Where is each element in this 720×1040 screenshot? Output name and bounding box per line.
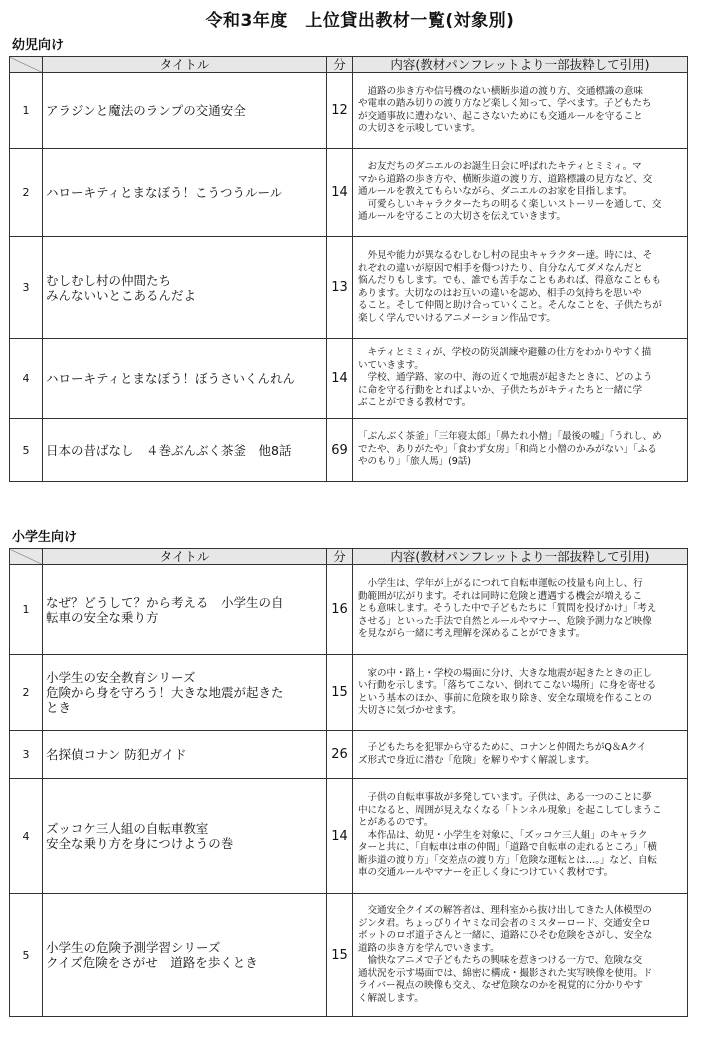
description-line: 子供の自転車事故が多発しています。子供は、ある一つのことに夢	[358, 792, 652, 804]
duration-minutes: 15	[327, 655, 353, 731]
material-title	[43, 419, 327, 482]
description-line: 楽しく学んでいけるアニメーション作品です。	[358, 312, 556, 324]
description-line: キティとミミィが、学校の防災訓練や避難の仕方をわかりやすく描	[358, 347, 652, 359]
material-description	[353, 149, 688, 237]
description-line: れぞれの違いが原因で相手を傷つけたり、自分なんてダメなんだと	[358, 262, 643, 274]
description-line: させる」といった手法で自然とルールやマナー、危険予測力など映像	[358, 615, 652, 627]
table-row	[10, 655, 688, 731]
description-line: 家の中・路上・学校の場面に分け、大きな地震が起きたときの正し	[358, 667, 652, 679]
description-line: い行動を示します。「落ちてこない、倒れてこない場所」に身を寄せる	[358, 680, 657, 691]
infants-table	[9, 56, 688, 482]
material-title	[43, 149, 327, 237]
description-line: 小学生は、学年が上がるにつれて自転車運転の技量も向上し、行	[358, 578, 643, 590]
material-title-line: 危険から身を守ろう！大きな地震が起きた	[46, 685, 284, 700]
material-title-line: むしむし村の仲間たち	[46, 272, 172, 288]
description-line: 「ぶんぶく茶釜」「三年寝太郎」「鼻たれ小僧」「最後の嘘」「うれし、め	[358, 431, 662, 443]
description-line: ズ形式で身近に潜む「危険」を解りやすく解説します。	[358, 754, 595, 766]
description-line: ジンタ君。ちょっぴりイヤミな司会者のミスターロード、交通安全ロ	[358, 917, 651, 929]
description-line: ること。そして仲間と助け合っていくこと。そんなことを、子供たちが	[358, 300, 662, 311]
row-number: 3	[10, 731, 43, 779]
table-header-row	[10, 549, 688, 565]
description-line: 道路の歩き方や信号機のない横断歩道の渡り方、交通標識の意味	[358, 85, 643, 97]
material-title	[43, 655, 327, 731]
title-column-header: タイトル	[43, 57, 327, 73]
description-line: 中になると、周囲が見えなくなる「トンネル現象」を起こしてしまうこ	[358, 804, 662, 816]
description-line: や電車の踏み切りの渡り方など楽しく知って、学べます。子どもたち	[358, 98, 652, 109]
description-line: とも意味します。そうした中で子どもたちに「質問を投げかけ」「考え	[358, 603, 657, 615]
table-row	[10, 894, 688, 1017]
row-number: 2	[10, 149, 43, 237]
description-line: 可愛らしいキャラクターたちの明るく楽しいストーリーを通して、交	[358, 198, 662, 210]
material-description	[353, 779, 688, 894]
table-row	[10, 149, 688, 237]
description-line: 本作品は、幼児・小学生を対象に、「ズッコケ三人組」のキャラク	[358, 829, 648, 841]
table-row	[10, 419, 688, 482]
number-header-cell	[10, 549, 43, 565]
duration-minutes: 13	[327, 237, 353, 339]
row-number: 1	[10, 565, 43, 655]
duration-minutes: 15	[327, 894, 353, 1017]
section-label-infants: 幼児向け	[12, 38, 65, 53]
description-line: でたや、ありがたや」「食わず女房」「和尚と小僧のかみがない」「ふる	[358, 443, 657, 455]
duration-minutes: 14	[327, 339, 353, 419]
row-number: 3	[10, 237, 43, 339]
material-description	[353, 565, 688, 655]
duration-minutes: 16	[327, 565, 353, 655]
material-title-line: 安全な乗り方を身につけようの巻	[46, 836, 234, 851]
material-title-line: クイズ危険をさがせ 道路を歩くとき	[46, 955, 258, 970]
description-line: 動範囲が広がります。それは同時に危険と遭遇する機会が増えるこ	[358, 590, 643, 602]
content-column-header: 内容(教材パンフレットより一部抜粋して引用)	[353, 57, 688, 73]
description-line: ターと共に、「自転車は車の仲間」「道路で自転車の走れるところ」「横	[358, 842, 657, 854]
material-title-line: ズッコケ三人組の自転車教室	[46, 821, 209, 836]
description-line: お友だちのダニエルのお誕生日会に呼ばれたキティとミミィ。マ	[358, 161, 642, 173]
material-title-line: アラジンと魔法のランプの交通安全	[46, 103, 246, 118]
description-line: という基本のほか、事前に危険を取り除き、安全な環境を作ることの	[358, 692, 652, 704]
material-title-line: ハローキティとまなぼう！こうつうルール	[46, 185, 283, 200]
description-line: やのもり」「旅人馬」(9話)	[358, 456, 471, 468]
row-number: 2	[10, 655, 43, 731]
description-line: 通ルールを教えてもらいながら、ダニエルのお家を目指します。	[358, 186, 633, 198]
material-title	[43, 339, 327, 419]
description-line: ボットのロボ道子さんと一緒に、道路にひそむ危険をさがし、安全な	[358, 930, 653, 941]
material-description	[353, 237, 688, 339]
description-line: マから道路の歩き方や、横断歩道の渡り方、道路標識の見方など、交	[358, 173, 653, 185]
minutes-column-header: 分	[327, 549, 353, 565]
duration-minutes: 12	[327, 73, 353, 149]
elementary-table	[9, 548, 688, 1017]
table-row	[10, 237, 688, 339]
material-title	[43, 894, 327, 1017]
material-title	[43, 779, 327, 894]
row-number: 1	[10, 73, 43, 149]
content-column-header: 内容(教材パンフレットより一部抜粋して引用)	[353, 549, 688, 565]
description-line: 外見や能力が異なるむしむし村の昆虫キャラクター達。時には、そ	[358, 250, 653, 261]
material-title-line: ハローキティとまなぼう！ぼうさいくんれん	[46, 371, 296, 386]
table-row	[10, 73, 688, 149]
description-line: ライバー視点の映像も交え、なぜ危険なのかを視覚的に分かりやす	[358, 980, 643, 991]
material-title-line: 日本の昔ばなし ４巻ぶんぶく茶釜 他8話	[46, 442, 292, 458]
row-number: 4	[10, 339, 43, 419]
material-title	[43, 237, 327, 339]
minutes-column-header: 分	[327, 57, 353, 73]
table-row	[10, 779, 688, 894]
material-title	[43, 731, 327, 779]
material-title-line: とき	[46, 700, 72, 715]
description-line: あります。大切なのはお互いの違いを認め、相手の気持ちを思いや	[358, 287, 642, 299]
description-line: いていきます。	[358, 359, 424, 371]
material-title-line: みんないいとこあるんだよ	[46, 287, 197, 303]
description-line: 通ルールを守ることの大切さを伝えていきます。	[358, 211, 566, 223]
description-line: に命を守る行動をとればよいか、子供たちがキティたちと一緒に学	[358, 384, 643, 396]
material-title-line: 小学生の危険予測学習シリーズ	[46, 940, 221, 955]
material-title-line: 名探偵コナン 防犯ガイド	[46, 747, 187, 762]
description-line: の大切さを示唆しています。	[358, 123, 481, 134]
material-description	[353, 731, 688, 779]
table-header-row	[10, 57, 688, 73]
duration-minutes: 69	[327, 419, 353, 482]
description-line: 愉快なアニメで子どもたちの興味を惹きつける一方で、危険な交	[358, 955, 643, 966]
table-row	[10, 339, 688, 419]
material-description	[353, 419, 688, 482]
description-line: 車の交通ルールやマナーを正しく身につけていく教材です。	[358, 867, 614, 879]
description-line: 悩んだりもします。でも、誰でも苦手なこともあれば、得意なこともも	[358, 275, 662, 286]
number-header-cell	[10, 57, 43, 73]
description-line: 道路の歩き方を学んでいきます。	[358, 942, 500, 954]
description-line: 交通安全クイズの解答者は、理科室から抜け出してきた人体模型の	[358, 905, 652, 916]
description-line: ぶことができる教材です。	[358, 397, 472, 409]
duration-minutes: 26	[327, 731, 353, 779]
table-row	[10, 731, 688, 779]
description-line: 大切さに気づかせます。	[358, 705, 462, 716]
description-line: とがあるのです。	[358, 817, 434, 829]
description-line: 子どもたちを犯罪から守るために、コナンと仲間たちがQ＆Aクイ	[358, 742, 647, 753]
material-description	[353, 655, 688, 731]
description-line: 通状況を示す場面では、綿密に構成・撮影された実写映像を使用。ド	[358, 967, 653, 979]
material-title-line: 小学生の安全教育シリーズ	[46, 670, 196, 685]
description-line: が交通事故に遭わない、起こさないためにも交通ルールを守ること	[358, 110, 643, 122]
title-column-header: タイトル	[43, 549, 327, 565]
row-number: 4	[10, 779, 43, 894]
material-description	[353, 73, 688, 149]
description-line: 断歩道の渡り方」「交差点の渡り方」「危険な運転とは…。」など、自転	[358, 854, 657, 866]
description-line: 学校、通学路、家の中、海の近くで地震が起きたときに、どのよう	[358, 372, 653, 384]
section-label-elementary: 小学生向け	[12, 530, 78, 545]
material-title	[43, 73, 327, 149]
page-title: 令和3年度 上位貸出教材一覧(対象別)	[205, 11, 515, 31]
material-description	[353, 339, 688, 419]
description-line: く解説します。	[358, 992, 424, 1004]
description-line: を見ながら一緒に考え理解を深めることができます。	[358, 628, 586, 640]
material-title-line: 転車の安全な乗り方	[46, 609, 159, 625]
table-row	[10, 565, 688, 655]
material-title	[43, 565, 327, 655]
duration-minutes: 14	[327, 779, 353, 894]
row-number: 5	[10, 419, 43, 482]
duration-minutes: 14	[327, 149, 353, 237]
row-number: 5	[10, 894, 43, 1017]
material-description	[353, 894, 688, 1017]
material-title-line: なぜ？どうして？から考える 小学生の自	[46, 594, 284, 610]
